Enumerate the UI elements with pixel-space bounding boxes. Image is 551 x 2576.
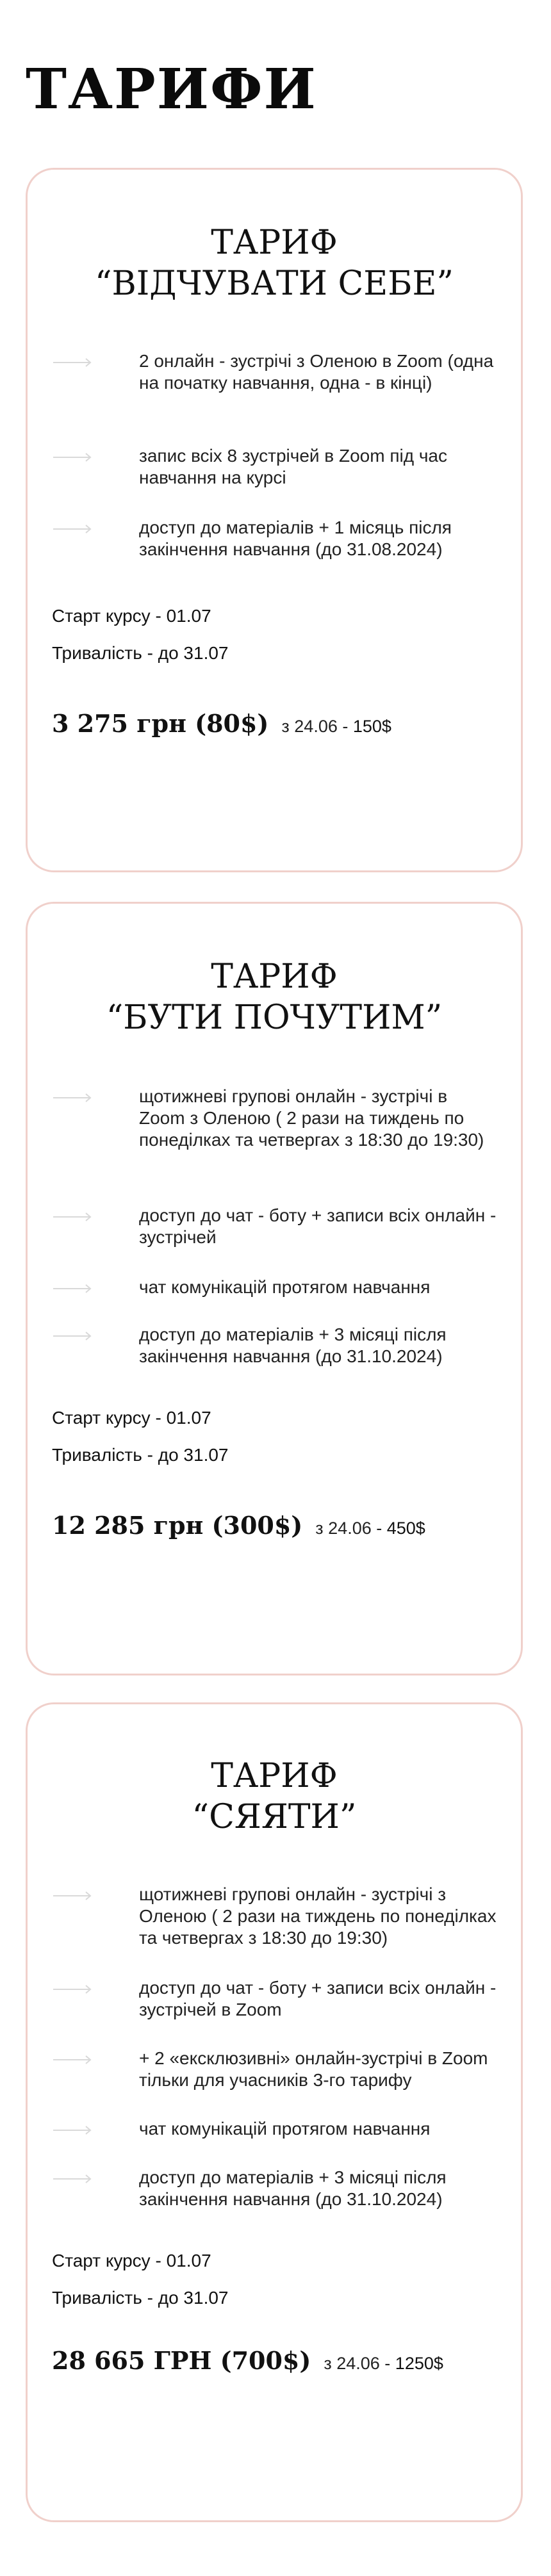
course-duration: Тривалість - до 31.07 (52, 643, 229, 663)
price-note (281, 717, 391, 736)
arrow-right-icon (53, 453, 92, 462)
tariff-card-2 (26, 902, 523, 1675)
arrow-right-icon (53, 2174, 92, 2183)
tariff-title-line-2: “СЯЯТИ” (192, 1798, 357, 1836)
tariff-title (28, 1756, 521, 1838)
feature-text: доступ до матеріалів + 1 місяць після закінчення навчання (до 31.08.2024) (139, 518, 452, 559)
arrow-right-icon (53, 1891, 92, 1900)
tariff-card-3 (26, 1702, 523, 2522)
course-start: Старт курсу - 01.07 (52, 1408, 211, 1428)
price-row (52, 1511, 425, 1540)
course-duration: Тривалість - до 31.07 (52, 1445, 229, 1465)
price-note (315, 1519, 425, 1538)
feature-text: чат комунікацій протягом навчання (139, 1277, 431, 1297)
tariff-title-line-1: ТАРИФ (211, 1757, 338, 1795)
tariff-title (28, 956, 521, 1038)
feature-text: доступ до матеріалів + 3 місяці після закінчення навчання (до 31.10.2024) (139, 1325, 447, 1366)
price-note-value: 150$ (352, 717, 391, 736)
price-note-value: 450$ (386, 1519, 425, 1538)
course-start: Старт курсу - 01.07 (52, 606, 211, 626)
price: 3 275 грн (80$) (52, 709, 269, 738)
feature-text: чат комунікацій протягом навчання (139, 2119, 431, 2139)
price-note (324, 2354, 443, 2373)
feature-text: + 2 «ексклюзивні» онлайн-зустрічі в Zoom тільки для учасників 3-го тарифу (139, 2048, 488, 2090)
arrow-right-icon (53, 1284, 92, 1293)
arrow-right-icon (53, 1332, 92, 1341)
price-row (52, 2346, 443, 2375)
price-row (52, 709, 391, 738)
arrow-right-icon (53, 1093, 92, 1102)
feature-text: доступ до чат - боту + записи всіх онлайн - зустрічей (139, 1205, 497, 1247)
feature-text: щотижневі групові онлайн - зустрічі в Zoom з Оленою ( 2 рази на тиждень по понеділках та четвергах з 18:30 до 19:30) (139, 1086, 484, 1150)
arrow-right-icon (53, 1985, 92, 1994)
arrow-right-icon (53, 2126, 92, 2135)
arrow-right-icon (53, 358, 92, 367)
course-start: Старт курсу - 01.07 (52, 2251, 211, 2270)
feature-text: доступ до матеріалів + 3 місяці після закінчення навчання (до 31.10.2024) (139, 2167, 447, 2209)
price-note-prefix: з 24.06 - (281, 717, 349, 736)
arrow-right-icon (53, 2055, 92, 2064)
tariff-title-line-2: “БУТИ ПОЧУТИМ” (106, 999, 443, 1037)
price-note-value: 1250$ (395, 2354, 443, 2373)
tariff-card-1 (26, 168, 523, 872)
feature-text: запис всіх 8 зустрічей в Zoom під час навчання на курсі (139, 446, 447, 487)
page-title: ТАРИФИ (26, 57, 317, 122)
price-note-prefix: з 24.06 - (315, 1519, 382, 1538)
tariff-title-line-1: ТАРИФ (211, 958, 338, 996)
price: 12 285 грн (300$) (52, 1511, 303, 1540)
feature-text: 2 онлайн - зустрічі з Оленою в Zoom (одна на початку навчання, одна - в кінці) (139, 351, 494, 393)
arrow-right-icon (53, 1212, 92, 1221)
price-note-prefix: з 24.06 - (324, 2354, 391, 2373)
tariff-title-line-2: “ВІДЧУВАТИ СЕБЕ” (94, 265, 454, 303)
feature-text: щотижневі групові онлайн - зустрічі з Оленою ( 2 рази на тиждень по понеділках та четвергах з 18:30 до 19:30) (139, 1884, 497, 1948)
course-duration: Тривалість - до 31.07 (52, 2288, 229, 2308)
feature-text: доступ до чат - боту + записи всіх онлайн - зустрічей в Zoom (139, 1978, 497, 2019)
price: 28 665 ГРН (700$) (52, 2346, 311, 2375)
arrow-right-icon (53, 525, 92, 534)
tariff-title (28, 222, 521, 304)
tariff-title-line-1: ТАРИФ (211, 224, 338, 262)
